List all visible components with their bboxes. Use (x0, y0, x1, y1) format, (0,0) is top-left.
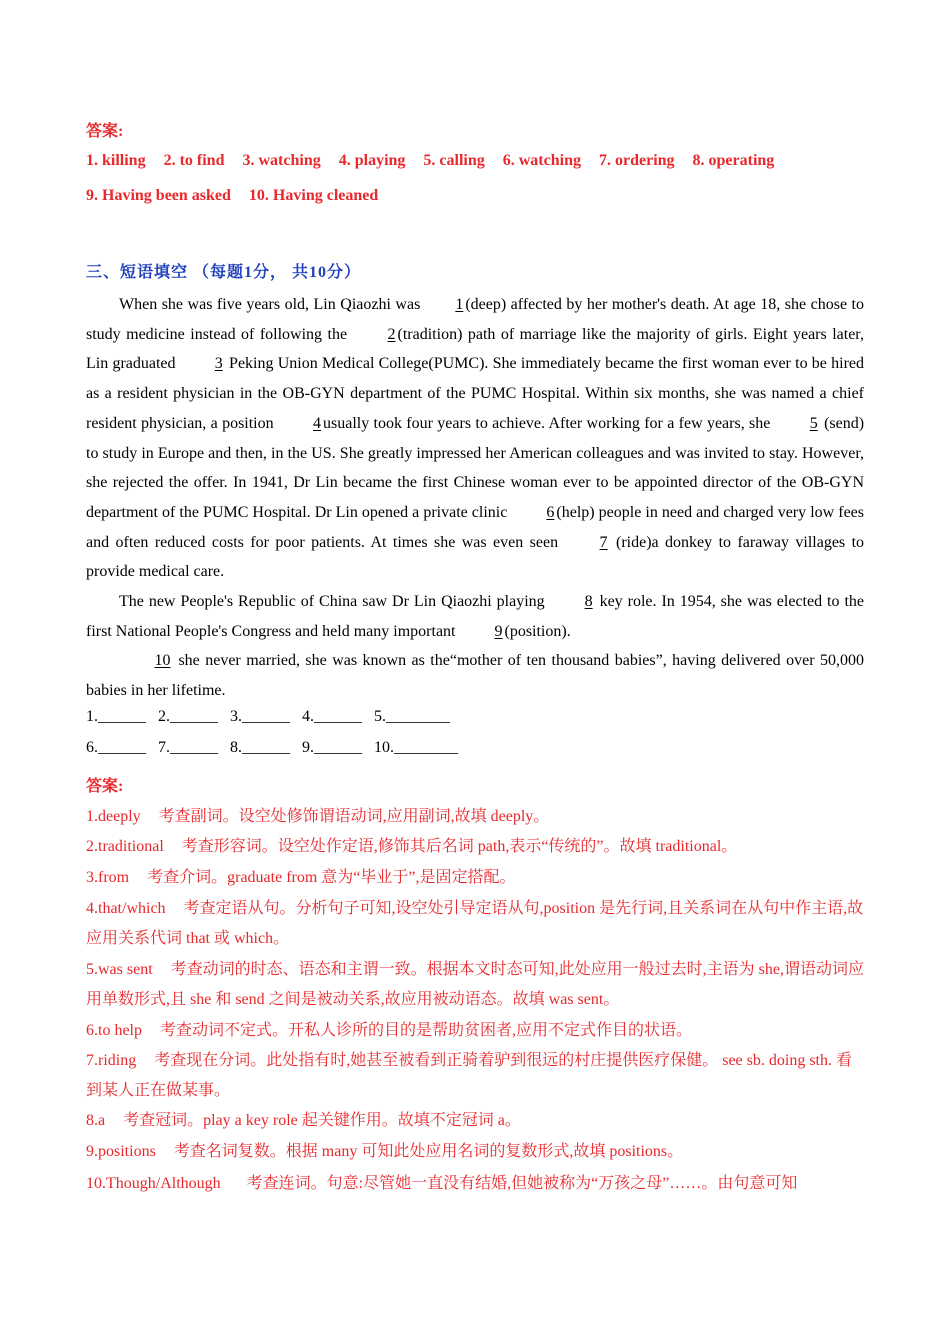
passage-text: usually took four years to achieve. After working for a few years, she (322, 414, 771, 432)
passage-paragraph (86, 290, 864, 587)
blank-10: 10 (154, 652, 171, 670)
passage-text: (deep) affected by her mother's death. At age 18, she chose to study medicine instead of following the (86, 296, 865, 343)
blank-slot[interactable]: 1.______ (86, 708, 146, 725)
blank-5: 5 (809, 414, 818, 432)
answer-row (86, 152, 788, 170)
blank-slot[interactable]: 3.______ (230, 708, 290, 725)
answer-item: 3. watching (242, 152, 321, 169)
explanation-key: 10.Though/Although (86, 1175, 221, 1192)
explanation-text: 考查连词。句意:尽管她一直没有结婚,但她被称为“万孩之母”……。由句意可知 (246, 1175, 798, 1192)
passage-text: (help) people in need and charged very low fees and often reduced costs for poor patients. At times she was even seen (86, 503, 865, 551)
answer-item: 5. calling (423, 152, 485, 169)
passage-text: (position). (504, 622, 571, 640)
passage-text: (tradition) path of marriage like the majority of girls. Eight years later, Lin graduated (86, 325, 864, 373)
blank-slot[interactable]: 9.______ (302, 739, 362, 756)
answer-row (86, 187, 392, 205)
blank-slot[interactable]: 8.______ (230, 739, 290, 756)
answer-item: 9. Having been asked (86, 187, 231, 204)
explanation-key: 4.that/which (86, 900, 166, 917)
blank-3: 3 (214, 355, 223, 373)
explanation-item (86, 955, 864, 1015)
passage (86, 290, 864, 706)
passage-text: When she was five years old, Lin Qiaozhi was (119, 296, 421, 313)
blank-6: 6 (546, 503, 555, 521)
blank-slot[interactable]: 5.________ (374, 708, 450, 725)
explanation-text: 考查动词不定式。开私人诊所的目的是帮助贫困者,应用不定式作目的状语。 (160, 1022, 693, 1039)
passage-text: she never married, she was known as the“mother of ten thousand babies”, having delivered over 50,000 babies in her lifetime. (86, 652, 865, 700)
blank-slot[interactable]: 2.______ (158, 708, 218, 725)
section-title: 三、短语填空 （每题1分， 共10分） (86, 264, 362, 281)
answer-label: 答案: (86, 123, 124, 140)
blank-4: 4 (312, 414, 321, 432)
explanation-item (86, 1106, 864, 1136)
answer-item: 10. Having cleaned (248, 187, 379, 204)
passage-text: (ride)a donkey to faraway villages to provide medical care. (86, 533, 865, 581)
explanation-item (86, 1137, 864, 1167)
blank-9: 9 (494, 622, 503, 640)
blank-list (86, 708, 458, 726)
passage-text: The new People's Republic of China saw Dr Lin Qiaozhi playing (119, 593, 545, 611)
explanation-text: 考查名词复数。根据 many 可知此处应用名词的复数形式,故填 positions。 (173, 1143, 684, 1160)
blank-list (86, 739, 466, 757)
passage-paragraph (86, 587, 864, 646)
explanation-key: 1.deeply (86, 808, 141, 825)
explanation-key: 9.positions (86, 1143, 156, 1160)
blank-slot[interactable]: 7.______ (158, 739, 218, 756)
passage-text: key role. In 1954, she was elected to the first National People's Congress and held many important (86, 593, 864, 640)
blank-1: 1 (455, 296, 464, 313)
explanation-key: 8.a (86, 1112, 106, 1129)
answer-label: 答案: (86, 778, 124, 795)
explanation-item (86, 863, 864, 893)
blank-2: 2 (387, 325, 396, 343)
explanation-text: 考查定语从句。分析句子可知,设空处引导定语从句,position 是先行词,且关系词在从句中作主语,故应用关系代词 that 或 which。 (86, 900, 864, 947)
explanation-text: 考查动词的时态、语态和主谓一致。根据本文时态可知,此处应用一般过去时,主语为 she,谓语动词应用单数形式,且 she 和 send 之间是被动关系,故应用被动语态。故填 was sent。 (86, 961, 864, 1008)
explanation-text: 考查介词。graduate from 意为“毕业于”,是固定搭配。 (147, 869, 516, 886)
explanation-text: 考查副词。设空处修饰谓语动词,应用副词,故填 deeply。 (158, 808, 550, 825)
passage-text: Peking Union Medical College(PUMC). She immediately became the first woman ever to be hired as a resident physician in the OB-GYN department of the PUMC Hospital. Within six months, she was named a chief resident physician, a position (86, 355, 865, 432)
explanation-item (86, 1169, 864, 1199)
blank-8: 8 (584, 593, 593, 611)
blank-7: 7 (599, 533, 608, 551)
explanation-key: 2.traditional (86, 838, 164, 855)
answer-item: 6. watching (502, 152, 581, 169)
explanation-item (86, 1016, 864, 1046)
explanation-item (86, 802, 864, 832)
answer-item: 8. operating (692, 152, 775, 169)
blank-slot[interactable]: 4.______ (302, 708, 362, 725)
explanation-key: 3.from (86, 869, 130, 886)
explanation-key: 5.was sent (86, 961, 153, 978)
blank-slot[interactable]: 6.______ (86, 739, 146, 756)
explanation-key: 7.riding (86, 1052, 137, 1069)
explanation-key: 6.to help (86, 1022, 142, 1039)
explanation-item (86, 894, 864, 954)
explanation-text: 考查现在分词。此处指有时,她甚至被看到正骑着驴到很远的村庄提供医疗保健。 see sb. doing sth. 看到某人正在做某事。 (86, 1052, 852, 1099)
blank-slot[interactable]: 10.________ (374, 739, 458, 756)
explanation-text: 考查形容词。设空处作定语,修饰其后名词 path,表示“传统的”。故填 traditional。 (181, 838, 738, 855)
explanation-item (86, 1046, 864, 1106)
answer-item: 2. to find (163, 152, 225, 169)
passage-paragraph (86, 646, 864, 705)
explanation-item (86, 832, 864, 862)
passage-text: (send) to study in Europe and then, in the US. She greatly impressed her American colleagues and was invited to stay. However, she rejected the offer. In 1941, Dr Lin became the first Chinese woman ever to be appointed director of the OB-GYN department of the PUMC Hospital. Dr Lin opened a private clinic (86, 414, 865, 521)
answer-item: 1. killing (86, 152, 146, 169)
answer-item: 4. playing (338, 152, 406, 169)
explanation-text: 考查冠词。play a key role 起关键作用。故填不定冠词 a。 (123, 1112, 521, 1129)
answer-item: 7. ordering (598, 152, 675, 169)
